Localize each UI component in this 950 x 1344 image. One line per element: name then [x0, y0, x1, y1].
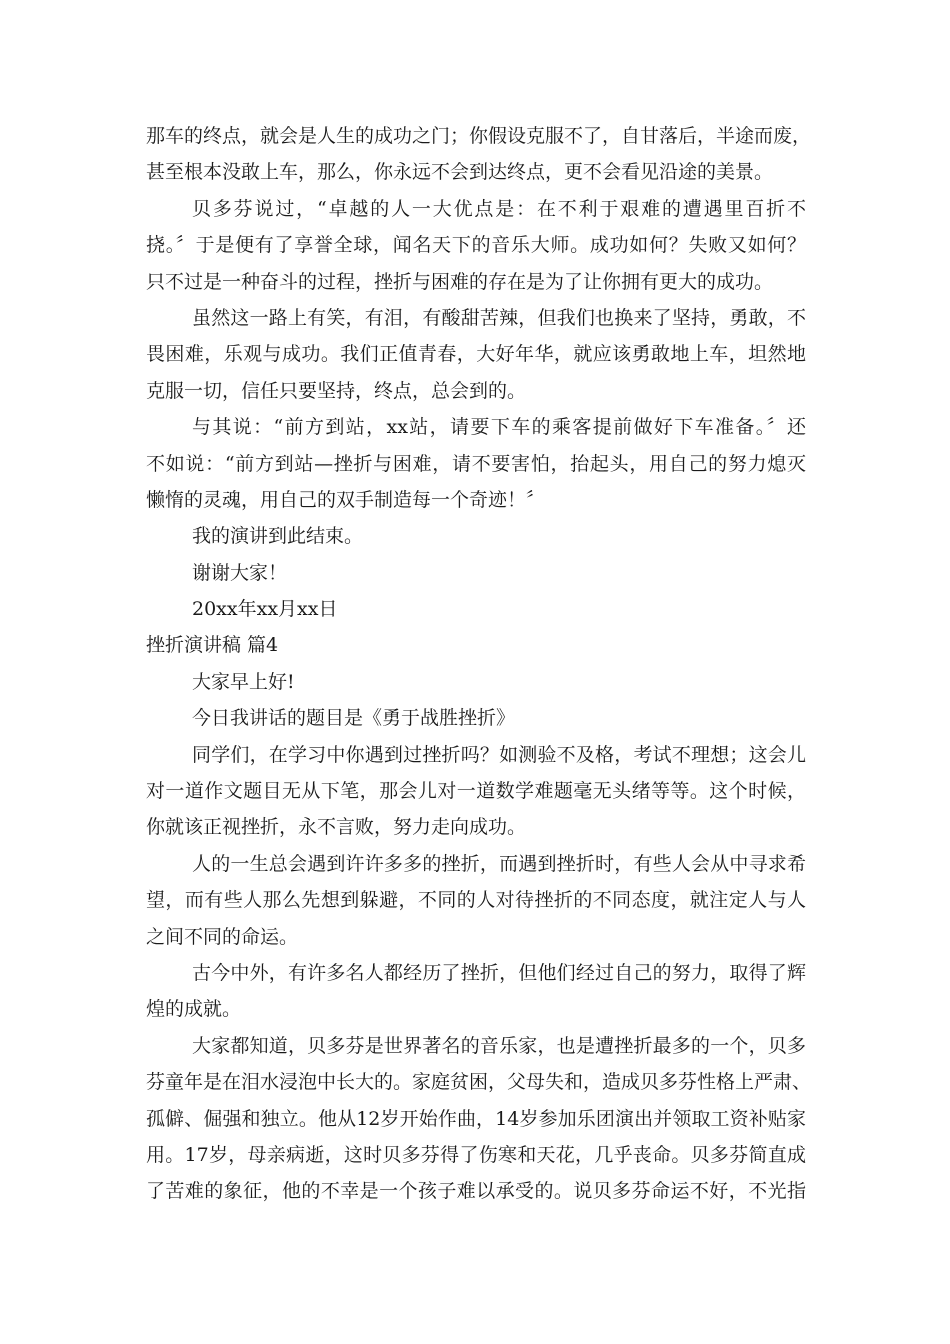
text-line: 同学们，在学习中你遇到过挫折吗？如测验不及格，考试不理想；这会儿	[192, 743, 806, 766]
text-line: 煌的成就。	[146, 998, 242, 1021]
text-line: 谢谢大家！	[192, 561, 288, 584]
text-line: 克服一切，信任只要坚持，终点，总会到的。	[146, 379, 527, 402]
text-line: 我的演讲到此结束。	[192, 525, 364, 548]
text-line: 不如说：“前方到站—挫折与困难，请不要害怕，抬起头，用自己的努力熄灭	[146, 452, 806, 475]
text-line: 古今中外，有许多名人都经历了挫折，但他们经过自己的努力，取得了辉	[192, 961, 806, 984]
document-body	[146, 118, 812, 1210]
text-line: 与其说：“前方到站，xx站，请要下车的乘客提前做好下车准备。〞还	[192, 416, 806, 439]
text-line: 用。17岁，母亲病逝，这时贝多芬得了伤寒和天花，几乎丧命。贝多芬简直成	[146, 1143, 806, 1166]
text-line: 挠。〞于是便有了享誉全球，闻名天下的音乐大师。成功如何？失败又如何？	[146, 234, 806, 257]
text-line: 了苦难的象征，他的不幸是一个孩子难以承受的。说贝多芬命运不好，不光指	[146, 1180, 806, 1203]
text-line: 人的一生总会遇到许许多多的挫折，而遇到挫折时，有些人会从中寻求希	[192, 852, 806, 875]
section-heading: 挫折演讲稿 篇4	[146, 634, 279, 657]
text-line: 虽然这一路上有笑，有泪，有酸甜苦辣，但我们也换来了坚持，勇敢，不	[192, 306, 806, 329]
text-line: 孤僻、倔强和独立。他从12岁开始作曲，14岁参加乐团演出并领取工资补贴家	[146, 1107, 806, 1130]
text-line: 那车的终点，就会是人生的成功之门；你假设克服不了，自甘落后，半途而废，	[146, 125, 812, 147]
text-line: 芬童年是在泪水浸泡中长大的。家庭贫困，父母失和，造成贝多芬性格上严肃、	[146, 1071, 812, 1094]
text-line: 大家都知道，贝多芬是世界著名的音乐家，也是遭挫折最多的一个，贝多	[192, 1034, 806, 1057]
text-line: 畏困难，乐观与成功。我们正值青春，大好年华，就应该勇敢地上车，坦然地	[146, 343, 806, 366]
text-line: 甚至根本没敢上车，那么，你永远不会到达终点，更不会看见沿途的美景。	[146, 161, 774, 184]
date-line: 20xx年xx月xx日	[192, 598, 338, 621]
text-line: 你就该正视挫折，永不言败，努力走向成功。	[146, 816, 527, 839]
text-line: 只不过是一种奋斗的过程，挫折与困难的存在是为了让你拥有更大的成功。	[146, 270, 774, 293]
text-line: 大家早上好!	[192, 670, 295, 693]
text-line: 今日我讲话的题目是《勇于战胜挫折》	[192, 707, 516, 730]
text-line: 懒惰的灵魂，用自己的双手制造每一个奇迹！〞	[146, 488, 546, 511]
text-line: 之间不同的命运。	[146, 925, 299, 948]
text-line: 对一道作文题目无从下笔，那会儿对一道数学难题毫无头绪等等。这个时候，	[146, 780, 806, 803]
text-line: 贝多芬说过，“卓越的人一大优点是：在不利于艰难的遭遇里百折不	[192, 197, 806, 220]
text-line: 望，而有些人那么先想到躲避，不同的人对待挫折的不同态度，就注定人与人	[146, 889, 806, 912]
